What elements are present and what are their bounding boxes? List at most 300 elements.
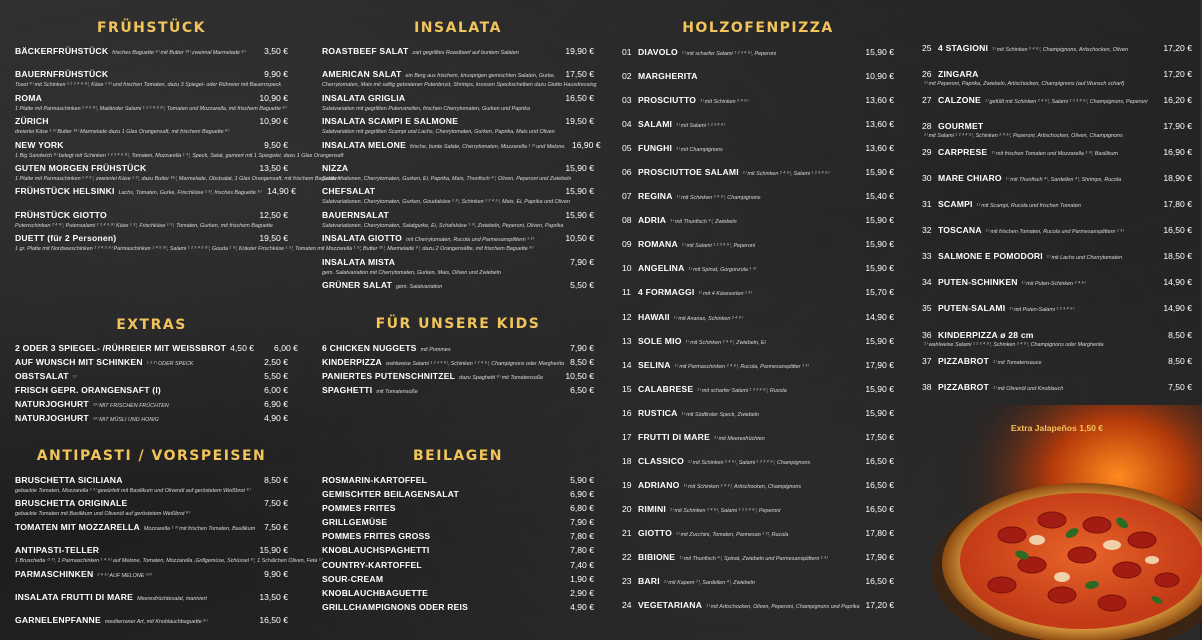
pizza-price: 17,90 € [865, 552, 894, 562]
pizza-name: ZINGARA [938, 68, 979, 79]
pizza-item [622, 136, 894, 160]
pizza-description [922, 236, 1192, 245]
pizza-number: 19 [622, 479, 632, 490]
pizza-price: 14,90 € [1163, 303, 1192, 314]
side-item-row [322, 487, 594, 501]
menu-item-row [322, 209, 594, 221]
menu-item-row [15, 411, 288, 425]
pizza-price: 17,20 € [1163, 68, 1192, 79]
menu-item-price: 6,90 € [264, 399, 288, 410]
menu-item-row [15, 355, 288, 369]
pizza-name: ADRIA [638, 215, 667, 226]
pizza-toppings: ¹⁾ mit Artischocken, Oliven, Peperoni, Champignons und Paprika [706, 604, 860, 611]
pizza-toppings: ¹⁾ mit Schinken ² ⁴ ⁵⁾, Artischocken, Champignons [683, 483, 802, 490]
menu-item-description: 1 Platte mit Parmaschinken ¹ ⁴ ⁵ ⁸⁾, Mailänder Salami ¹ ² ³ ⁴ ⁵ ⁸⁾, Tomaten und Mozzarella, mit frischem Baguette ⁸⁾ [15, 105, 287, 112]
menu-item [322, 92, 594, 115]
pizza-name: PROSCIUTTO [638, 95, 697, 106]
pizza-item-row [922, 276, 1192, 288]
menu-item-name: KINDERPIZZA [322, 357, 382, 368]
pizza-price: 17,80 € [865, 527, 894, 538]
menu-item [322, 256, 594, 279]
menu-item-note: Lachs, Tomaten, Gurke, Frischkäse ¹ ³⁾, frisches Baguette ⁸⁾ [118, 190, 262, 197]
pizza-item [622, 329, 894, 353]
pizza-price: 15,90 € [865, 167, 894, 178]
menu-item-price: 15,90 € [565, 209, 594, 220]
menu-item-price: 17,50 € [565, 69, 594, 80]
menu-item-name: CHEFSALAT [322, 186, 376, 197]
column-pizza [622, 0, 894, 640]
pizza-toppings: ¹⁾ mit Salami ¹ ² ³ ⁴ ⁵⁾ [676, 123, 725, 130]
pizza-description [922, 393, 1192, 402]
menu-item [15, 497, 288, 520]
side-item [322, 473, 594, 487]
pizza-number: 31 [922, 199, 932, 210]
pizza-name: PUTEN-SALAMI [938, 303, 1006, 314]
menu-item-name: INSALATA GRIGLIA [322, 92, 406, 103]
menu-item-row [15, 209, 288, 221]
menu-item-price: 2,50 € [264, 357, 288, 368]
pizza-number: 24 [622, 600, 632, 611]
side-item-name: GEMISCHTER BEILAGENSALAT [322, 489, 459, 500]
menu-item-row [322, 279, 594, 291]
menu-item-row [15, 68, 288, 80]
pizza-description [922, 184, 1192, 193]
menu-item-note: frisches Baguette ⁸⁾ mit Butter ¹⁶⁾ zweimal Marmelade ⁸⁾ [112, 50, 246, 56]
pizza-item-row [622, 70, 894, 82]
pizza-name: RIMINI [638, 503, 666, 514]
menu-item [15, 209, 288, 232]
side-item-price: 5,90 € [570, 475, 594, 485]
menu-item-price: 7,50 € [264, 521, 288, 532]
pizza-price: 15,90 € [865, 47, 894, 58]
menu-item-row [322, 369, 594, 383]
pizza-item [622, 40, 894, 64]
menu-item-note: ein Berg aus frischem, knusprigen gemischten Salaten, Gurke, [405, 73, 556, 80]
menu-item-row [15, 45, 288, 57]
menu-item-description: 1 Bruschetta ⁽¹ ³⁾, 1 Parmaschinken ¹ ⁴ ⁵⁾ auf Melone, Tomaten, Mozzarella ,Grillgemüse, Schüssel ⁸⁾, 1 Schälchen Oliven, Feta ¹⁾ [15, 558, 322, 565]
menu-item [15, 185, 296, 208]
menu-item [15, 474, 288, 497]
pizza-item-row [622, 383, 894, 395]
pizza-item-row [922, 172, 1192, 184]
pizza-item-row [622, 527, 894, 539]
side-item [322, 529, 594, 543]
pizza-price: 16,50 € [1163, 225, 1192, 236]
menu-item-note: wahlweise Salami ¹ ² ³ ⁴ ⁵⁾, Schinken ¹ ² ⁴ ⁵⁾, Champignons oder Margherita [385, 361, 565, 368]
menu-item-name: FRÜHSTÜCK GIOTTO [15, 209, 107, 220]
pizza-description [922, 367, 1192, 376]
pizza-item [622, 377, 894, 401]
pizza-item [622, 449, 894, 473]
menu-item-description: gem. Salatvariation mit Cherrytomaten, Gurken, Mais, Oliven und Zwiebeln [322, 269, 501, 276]
pizza-number: 01 [622, 47, 632, 58]
side-item-row [322, 572, 594, 586]
pizza-item-row [922, 120, 1192, 132]
pizza-item [922, 196, 1192, 222]
pizza-description [922, 54, 1192, 63]
pizza-item [622, 208, 894, 232]
pizza-toppings: ¹⁾ mit Tomatensauce [992, 359, 1042, 366]
menu-item-description: Salatvariationen, Cherrytomaten, Salatgurke, Ei, Schafskäse ¹ ³⁾, Zwiebeln, Peperoni, Oliven, Paprika [322, 222, 564, 229]
menu-item [15, 68, 288, 91]
pizza-toppings: ¹⁾ mit Scampi, Rucola und frischen Tomaten [976, 203, 1081, 210]
menu-item-price: 16,50 € [565, 92, 594, 103]
section-title-fruehstueck: FRÜHSTÜCK [96, 20, 207, 36]
pizza-item [922, 143, 1192, 169]
menu-item-row [15, 369, 288, 383]
menu-item-row [15, 568, 288, 580]
extra-jalapenos-note: Extra Jalapeños 1,50 € [1010, 423, 1104, 433]
pizza-price: 17,20 € [1163, 42, 1192, 53]
pizza-photo [922, 405, 1202, 640]
menu-item [322, 115, 594, 138]
side-item-row [322, 600, 594, 614]
side-item-price: 6,90 € [570, 489, 594, 500]
menu-item [15, 341, 298, 355]
menu-item-price: 13,50 € [259, 162, 288, 173]
pizza-toppings: ¹⁾ mit Schinken ² ⁴ ⁵⁾, Champignons, Artischocken, Oliven [992, 46, 1128, 53]
menu-item-description: 1 gr. Platte mit Nordseeschinken ¹ ² ⁴ ⁵ ⁸⁾ Parmaschinken ¹ ⁴ ⁵ ⁸⁾, Salami ¹ ² ³ ⁴ ⁵ ⁸⁾, Gouda ¹ ³⁾, Kräuter Frischkäse ¹ ³⁾, Tomaten mit Mozzarella ¹ ³⁾, Butter ¹⁶⁾, Marmelade ⁸⁾, dazu 2 Orangensäfte, mit frischem Baguette ⁸⁾ [15, 246, 533, 253]
pizza-toppings: ¹⁾ mit frischen Tomaten, Rucola und Parmesansplittern ¹ ³⁾ [985, 229, 1124, 236]
menu-item-description: Putenschinken ² ⁴ ⁸⁾, Putensalami ¹ ² ⁴ ⁵ ⁸⁾ Käse ¹ ³⁾, Frischkäse ¹ ³⁾, Tomaten, Gurken, mit frischem Baguette [15, 222, 273, 229]
section-title-antipasti: ANTIPASTI / VORSPEISEN [36, 448, 267, 464]
pizza-price: 18,90 € [1163, 173, 1192, 184]
side-item-name: ROSMARIN-KARTOFFEL [322, 475, 428, 485]
side-item-name: KNOBLAUCHBAGUETTE [322, 587, 429, 598]
pizza-toppings: ¹⁾ mit Lachs und Cherrytomaten [1046, 255, 1123, 262]
pizza-number: 38 [922, 381, 932, 392]
pizza-number: 10 [622, 263, 632, 274]
side-item-row [322, 529, 594, 543]
menu-item-row [15, 232, 288, 244]
pizza-item [922, 169, 1192, 195]
pizza-price: 16,50 € [865, 576, 894, 587]
side-item-price: 6,80 € [570, 503, 594, 514]
column-pizza-continued [922, 0, 1192, 640]
menu-item-row [15, 92, 288, 104]
menu-item-price: 14,90 € [267, 186, 296, 197]
menu-item [322, 68, 597, 91]
pizza-item [922, 222, 1192, 248]
pizza-name: CALABRESE [638, 383, 694, 394]
menu-item-row [322, 92, 594, 104]
menu-item [15, 411, 288, 425]
pizza-number: 18 [622, 455, 632, 466]
menu-item-name: TOMATEN MIT MOZZARELLA [15, 521, 140, 532]
pizza-toppings: ¹⁾ mit Olivenöl und Knoblauch [992, 385, 1064, 392]
pizza-description [922, 262, 1192, 271]
pizza-name: 4 FORMAGGI [638, 287, 695, 298]
menu-item-price: 9,90 € [264, 69, 288, 80]
pizza-item-row [622, 262, 894, 274]
pizza-item-row [622, 407, 894, 419]
menu-item-name: BAUERNSALAT [322, 209, 389, 220]
menu-item-price: 16,50 € [259, 615, 288, 626]
kids-list [322, 341, 594, 397]
menu-item-note: ² ⁴ ⁵⁾ AUF MELONE ¹⁰⁾ [97, 572, 152, 579]
pizza-item-row [622, 238, 894, 250]
menu-item-name: BÄCKERFRÜHSTÜCK [15, 46, 109, 56]
menu-item-row [15, 521, 288, 533]
pizza-toppings: ¹⁾ mit Zucchini, Tomaten, Parmesan ¹ ³⁾, Rucola [676, 531, 789, 538]
pizza-name: GIOTTO [638, 527, 672, 538]
pizza-item [922, 378, 1192, 404]
menu-item-note: mit Pommes [420, 347, 451, 353]
pizza-name: SALAMI [638, 119, 673, 130]
pizza-toppings: ¹⁾ mit scharfer Salami ¹ ² ³ ⁴ ⁵⁾, Peperoni [681, 51, 777, 58]
menu-item-name: OBSTSALAT [15, 371, 69, 382]
menu-item-name: AUF WUNSCH MIT SCHINKEN [15, 357, 143, 368]
pizza-price: 17,80 € [1163, 199, 1192, 210]
menu-item-note: mit Tomatensoße [376, 389, 418, 396]
pizza-price: 8,50 € [1168, 355, 1192, 366]
pizza-list [622, 40, 894, 617]
pizza-item-row [622, 214, 894, 226]
menu-item-price: 8,50 € [570, 357, 595, 368]
antipasti-list [15, 474, 322, 638]
side-item-name: KNOBLAUCHSPAGHETTI [322, 545, 430, 556]
menu-item-row [15, 474, 288, 486]
pizza-price: 15,40 € [865, 191, 894, 202]
menu-item-name: NATURJOGHURT [15, 413, 89, 424]
pizza-toppings: ¹⁾ mit Schinken ² ⁴ ⁵⁾, Salami ¹ ² ³ ⁴ ⁵⁾ [742, 171, 829, 178]
pizza-price: 10,90 € [865, 71, 894, 82]
menu-item-description: dreierlei Käse ¹ ³⁾ Butter ¹⁶⁾ Marmelade dazu 1 Glas Orangensaft, mit frischem Baguette ⁸⁾ [15, 129, 229, 136]
side-item [322, 543, 594, 557]
side-item-name: COUNTRY-KARTOFFEL [322, 559, 422, 570]
side-item-name: GRILLCHAMPIGNONS ODER REIS [322, 601, 469, 612]
pizza-description: ¹⁾ wahlweise Salami ¹ ² ³ ⁴ ⁵⁾, Schinken ² ⁴ ⁵⁾, Champignons oder Margherita [924, 341, 1104, 348]
menu-item-row [15, 185, 296, 197]
menu-item-name: INSALATA GIOTTO [322, 233, 403, 244]
menu-item-price: 7,50 € [264, 498, 288, 509]
pizza-description: ¹⁾ mit Salami ¹ ² ³ ⁴ ⁵⁾, Schinken ² ⁴ ⁵⁾, Peperoni, Artischocken, Oliven, Champignons [924, 132, 1123, 139]
pizza-price: 18,50 € [1163, 251, 1192, 262]
menu-item-row [322, 256, 594, 268]
pizza-item-row [922, 224, 1192, 236]
section-title-extras: EXTRAS [116, 317, 187, 333]
menu-item-description: Salatvariation mit gegrillten Putenstreifen, frischen Cherrytomaten, Gurken und Paprika [322, 105, 530, 112]
pizza-item [622, 184, 894, 208]
pizza-item-row [922, 329, 1192, 341]
menu-item [15, 397, 288, 411]
pizza-number: 08 [622, 215, 632, 226]
pizza-item-row [922, 355, 1192, 367]
pizza-name: SALMONE E POMODORI [938, 251, 1043, 262]
pizza-name: REGINA [638, 191, 673, 202]
pizza-toppings: ¹⁾ mit Schinken ² ⁴ ⁵⁾, Salami ¹ ² ³ ⁴ ⁵⁾, Peperoni [669, 507, 781, 514]
menu-item [15, 521, 288, 544]
menu-item-description: Salatvariation mit gegrillten Scampi und Lachs, Cherrytomaten, Gurken, Paprika, Mais und Oliven [322, 129, 555, 136]
side-item-price: 2,90 € [570, 587, 594, 598]
pizza-item [922, 274, 1192, 300]
pizza-name: BIBIONE [638, 552, 676, 562]
pizza-number: 33 [922, 251, 932, 262]
menu-item-price: 9,90 € [264, 568, 288, 579]
menu-item [322, 45, 594, 68]
pizza-number: 15 [622, 383, 632, 394]
pizza-number: 30 [922, 173, 932, 184]
pizza-name: GOURMET [938, 120, 984, 131]
menu-item-name: INSALATA MELONE [322, 139, 406, 150]
side-item [322, 487, 594, 501]
menu-item [15, 614, 288, 637]
pizza-number: 22 [622, 552, 632, 562]
pizza-description [922, 158, 1192, 167]
pizza-price: 16,50 € [865, 455, 894, 466]
menu-item-price: 15,90 € [259, 545, 288, 556]
menu-item-note: ¹³⁾ MIT MÜSLI UND HONIG [92, 417, 159, 424]
menu-item-price: 13,50 € [259, 591, 288, 602]
pizza-item-row [622, 479, 894, 491]
side-item [322, 515, 594, 529]
menu-item [15, 591, 288, 614]
pizza-toppings: ¹⁾ mit Champignons [676, 147, 723, 154]
pizza-name: SOLE MIO [638, 335, 682, 346]
menu-item-note: Mozzarella ¹ ³⁾ mit frischen Tomaten, Basilikum [143, 525, 256, 532]
pizza-price: 13,60 € [865, 143, 894, 154]
pizza-name: CARPRESE [938, 146, 988, 157]
pizza-price: 14,90 € [865, 311, 894, 322]
pizza-item [622, 88, 894, 112]
pizza-price: 13,60 € [865, 119, 894, 130]
pizza-item [922, 352, 1192, 378]
section-title-kids: FÜR UNSERE KIDS [375, 316, 541, 332]
pizza-item [622, 64, 894, 88]
pizza-toppings: ¹⁾ mit Thunfisch ⁴⁾, Sardellen ⁴⁾, Shrimps, Rucola [1005, 177, 1122, 184]
pizza-toppings: ¹⁾ mit Südtiroler Speck, Zwiebeln [681, 411, 760, 418]
menu-item-name: 2 ODER 3 SPIEGEL- /RÜHREIER MIT WEISSBROT [15, 343, 227, 353]
pizza-item-row [922, 381, 1192, 393]
pizza-number: 04 [622, 119, 632, 130]
pizza-description [922, 106, 1192, 115]
pizza-price: 13,60 € [865, 95, 894, 106]
menu-item [322, 209, 594, 232]
menu-item-name: 6 CHICKEN NUGGETS [322, 343, 417, 353]
pizza-name: CLASSICO [638, 455, 685, 466]
pizza-item-row [622, 503, 894, 515]
pizza-item [622, 593, 894, 617]
pizza-number: 29 [922, 146, 932, 157]
pizza-price: 17,90 € [865, 359, 894, 370]
pizza-price: 16,50 € [865, 479, 894, 490]
pizza-list-continued [922, 39, 1192, 404]
pizza-price: 15,90 € [865, 335, 894, 346]
pizza-item-row [622, 455, 894, 467]
pizza-number: 03 [622, 95, 632, 106]
pizza-number: 05 [622, 143, 632, 154]
pizza-name: MARGHERITA [638, 71, 698, 82]
pizza-number: 26 [922, 68, 932, 79]
side-item [322, 501, 594, 515]
pizza-number: 16 [622, 407, 632, 418]
pizza-item [622, 521, 894, 545]
menu-item [322, 232, 594, 255]
side-item-row [322, 558, 594, 572]
side-item-row [322, 515, 594, 529]
side-item-price: 4,90 € [570, 601, 594, 612]
menu-item-alt-price: 4,50 € [230, 343, 255, 353]
menu-item-row [15, 591, 288, 603]
pizza-number: 25 [922, 42, 932, 53]
section-title-holzofenpizza: HOLZOFENPIZZA [682, 20, 834, 36]
extras-list [15, 341, 298, 426]
pizza-number: 13 [622, 335, 632, 346]
menu-item-row [15, 544, 288, 556]
pizza-price: 8,50 € [1168, 329, 1192, 340]
menu-item-note: ¹³⁾ MIT FRISCHEN FRÜCHTEN [92, 403, 169, 410]
side-item [322, 600, 594, 614]
pizza-number: 32 [922, 225, 932, 236]
pizza-number: 34 [922, 277, 932, 288]
menu-item-note: gem. Salatvariation [396, 283, 443, 290]
pizza-toppings: ¹⁾ mit Meeresfrüchten [714, 435, 765, 442]
pizza-toppings: ¹⁾ mit Schinken ² ⁴ ⁵⁾, Zwiebeln, Ei [685, 339, 766, 346]
menu-item-price: 15,90 € [565, 186, 594, 197]
pizza-price: 15,90 € [865, 383, 894, 394]
pizza-item [622, 305, 894, 329]
menu-item-row [15, 383, 288, 397]
menu-item [15, 45, 288, 68]
pizza-item [922, 248, 1192, 274]
menu-item-row [15, 341, 298, 355]
menu-item-price: 6,50 € [570, 385, 594, 396]
pizza-item [922, 300, 1192, 326]
pizza-number: 28 [922, 120, 932, 131]
side-item-name: POMMES FRITES [322, 503, 396, 514]
pizza-item [622, 256, 894, 280]
side-item [322, 572, 594, 586]
pizza-name: PUTEN-SCHINKEN [938, 277, 1018, 288]
pizza-name: KINDERPIZZA ø 28 cm [938, 329, 1034, 340]
menu-item-price: 6,00 € [264, 385, 288, 396]
pizza-item-row [622, 431, 894, 443]
menu-item-price: 15,90 € [565, 162, 594, 173]
menu-item-row [15, 139, 288, 151]
side-item-row [322, 501, 594, 515]
menu-item-description: Cherrytomaten, Mais mit saftig gebratener Putenbrust, Shrimps, krossen Speckscheiben dazu Giotto Hausdressing [322, 82, 597, 89]
pizza-item-row [622, 311, 894, 323]
pizza-name: ADRIANO [638, 479, 680, 490]
menu-item-name: INSALATA FRUTTI DI MARE [15, 591, 134, 602]
pizza-toppings: ¹⁾ mit Thunfisch ⁴⁾, Spinat, Zwiebeln und Parmesansplittern ¹ ³⁾ [679, 556, 828, 562]
menu-item-name: AMERICAN SALAT [322, 69, 402, 80]
menu-item-name: NATURJOGHURT [15, 399, 89, 410]
pizza-item-row [922, 94, 1192, 106]
side-item [322, 558, 594, 572]
menu-item [15, 568, 288, 591]
pizza-item-row [622, 142, 894, 154]
pizza-item [622, 280, 894, 304]
pizza-number: 02 [622, 71, 632, 82]
menu-item-row [15, 162, 288, 174]
menu-item-name: INSALATA MISTA [322, 256, 396, 267]
menu-item-name: ZÜRICH [15, 116, 49, 127]
menu-item-row [322, 185, 594, 197]
menu-item-description: Salatvariationen, Cherrytomaten, Gurken, Ei, Paprika, Mais, Thunfisch ⁴⁾, Oliven, Peperoni und Zwiebeln [322, 175, 572, 182]
pizza-item-row [622, 118, 894, 130]
side-item [322, 586, 594, 600]
side-item-row [322, 473, 594, 487]
pizza-number: 07 [622, 191, 632, 202]
side-item-row [322, 543, 594, 557]
pizza-description [922, 288, 1192, 297]
pizza-toppings: ¹⁾ mit frischen Tomaten und Mozzarella ¹ ³⁾, Basilikum [991, 150, 1118, 157]
pizza-item-row [922, 250, 1192, 262]
menu-item [15, 115, 288, 138]
pizza-item [622, 497, 894, 521]
pizza-item [622, 425, 894, 449]
